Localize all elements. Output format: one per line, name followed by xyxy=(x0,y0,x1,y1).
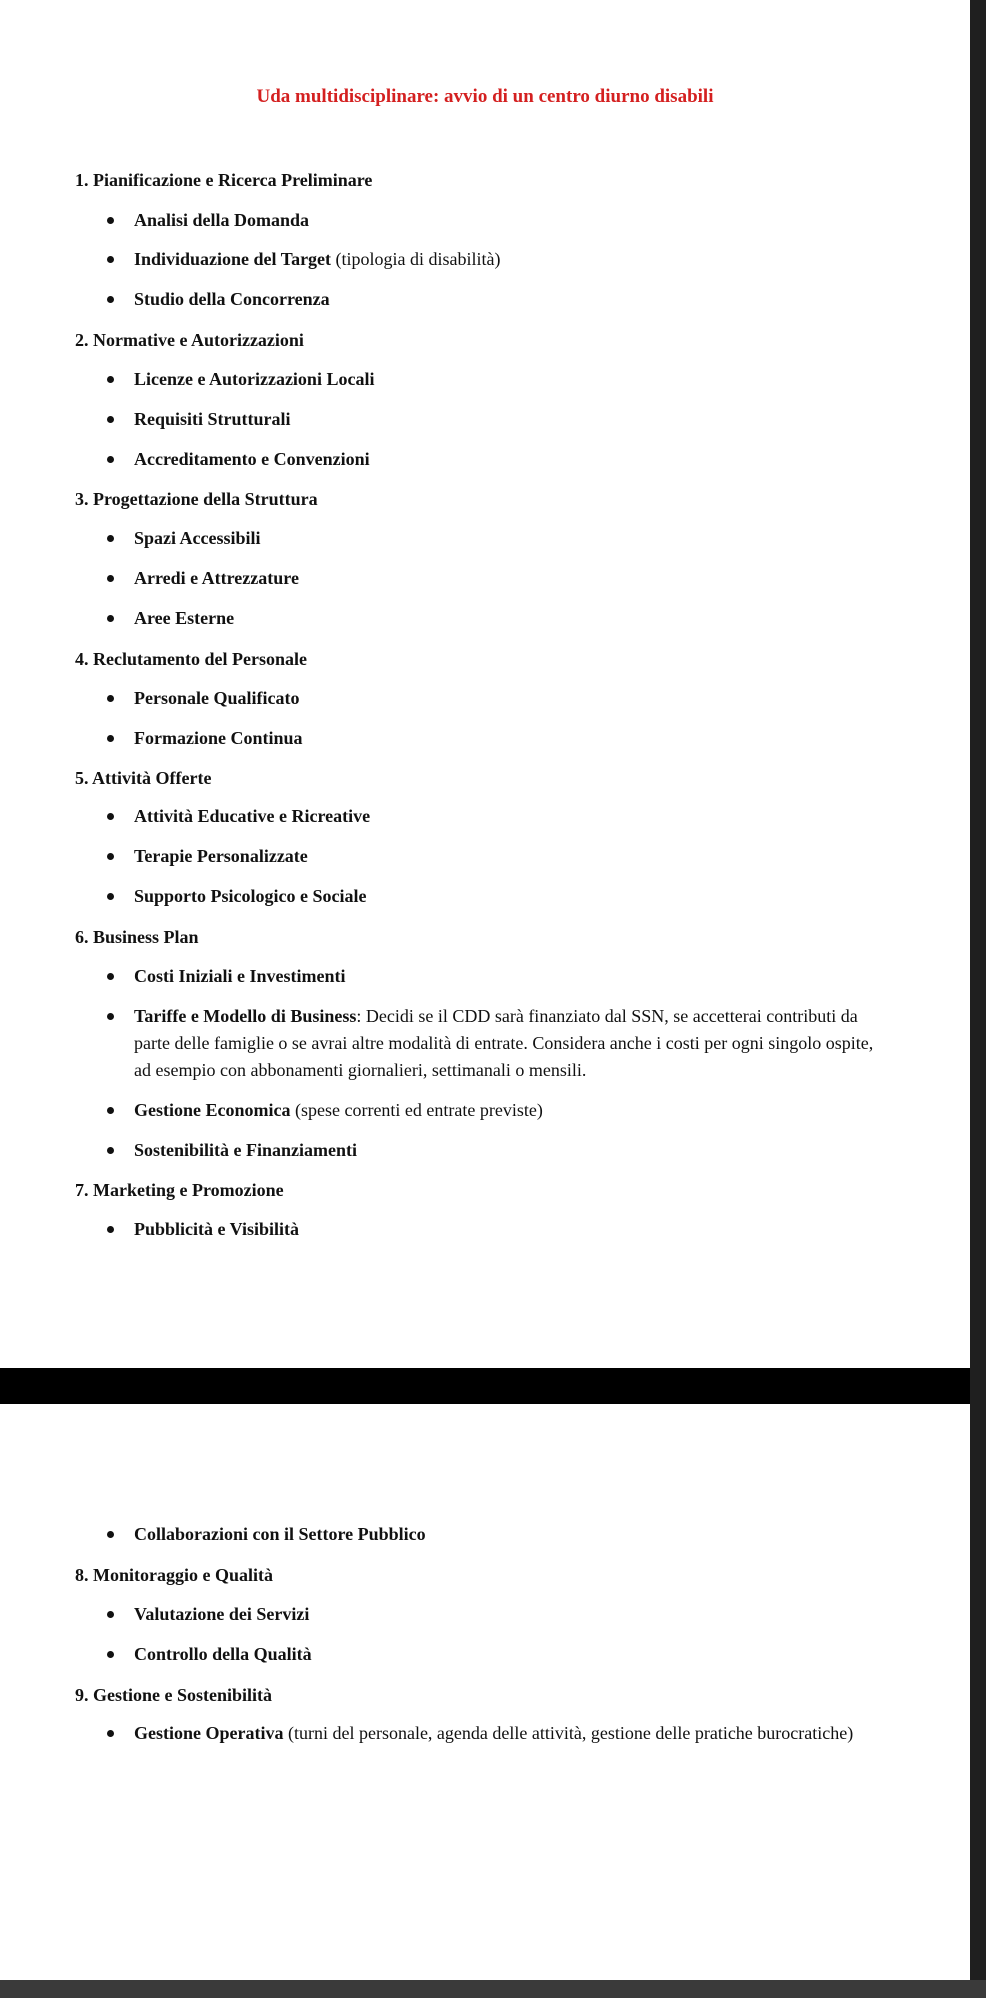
item-bold: Supporto Psicologico e Sociale xyxy=(134,886,367,906)
section-heading: 4. Reclutamento del Personale xyxy=(75,649,307,669)
right-gutter xyxy=(970,0,986,1998)
list-item xyxy=(134,565,894,592)
section-heading: 7. Marketing e Promozione xyxy=(75,1180,284,1200)
list-item xyxy=(134,1601,894,1628)
list-item xyxy=(134,843,894,870)
item-bold: Gestione Economica xyxy=(134,1100,291,1120)
item-bold: Tariffe e Modello di Business xyxy=(134,1006,357,1026)
item-text: (tipologia di disabilità) xyxy=(331,249,501,269)
list-item xyxy=(134,246,894,273)
list-item xyxy=(134,1216,894,1243)
list-item xyxy=(134,286,894,313)
page-break-bar xyxy=(0,1368,986,1404)
item-bold: Costi Iniziali e Investimenti xyxy=(134,966,346,986)
item-bold: Spazi Accessibili xyxy=(134,528,261,548)
item-bold: Accreditamento e Convenzioni xyxy=(134,449,370,469)
item-text: (turni del personale, agenda delle attività, gestione delle pratiche burocratiche) xyxy=(283,1723,854,1743)
section-heading: 9. Gestione e Sostenibilità xyxy=(75,1685,272,1705)
item-bold: Aree Esterne xyxy=(134,608,235,628)
item-bold: Analisi della Domanda xyxy=(134,210,310,230)
item-text: : Decidi se il CDD sarà finanziato dal SSN, se accetterai contributi da parte delle famiglie o se avrai altre modalità di entrate. Considera anche i costi per ogni singolo ospite, ad esempio con abbonamenti giornalieri, settimanali o mensili. xyxy=(134,1006,874,1080)
list-item xyxy=(134,1641,894,1668)
list-item xyxy=(134,725,894,752)
item-bold: Terapie Personalizzate xyxy=(134,846,308,866)
item-text: (spese correnti ed entrate previste) xyxy=(290,1100,543,1120)
item-bold: Attività Educative e Ricreative xyxy=(134,806,371,826)
list-item xyxy=(134,406,894,433)
list-item xyxy=(134,685,894,712)
list-item xyxy=(134,883,894,910)
list-item xyxy=(134,605,894,632)
list-item xyxy=(134,207,894,234)
list-item xyxy=(134,1137,894,1164)
item-bold: Individuazione del Target xyxy=(134,249,332,269)
section-heading: 3. Progettazione della Struttura xyxy=(75,489,318,509)
list-item xyxy=(134,366,894,393)
item-bold: Personale Qualificato xyxy=(134,688,300,708)
section-heading: 1. Pianificazione e Ricerca Preliminare xyxy=(75,170,373,190)
list-item xyxy=(134,1097,894,1124)
item-bold: Requisiti Strutturali xyxy=(134,409,291,429)
document-title: Uda multidisciplinare: avvio di un centro diurno disabili xyxy=(256,86,714,107)
list-item xyxy=(134,803,894,830)
item-bold: Sostenibilità e Finanziamenti xyxy=(134,1140,358,1160)
section-heading: 6. Business Plan xyxy=(75,927,199,947)
item-bold: Valutazione dei Servizi xyxy=(134,1604,310,1624)
item-bold: Pubblicità e Visibilità xyxy=(134,1219,300,1239)
item-bold: Licenze e Autorizzazioni Locali xyxy=(134,369,375,389)
list-item xyxy=(134,1003,894,1084)
list-item xyxy=(134,1521,894,1548)
list-item xyxy=(134,525,894,552)
item-bold: Collaborazioni con il Settore Pubblico xyxy=(134,1524,426,1544)
section-heading: 2. Normative e Autorizzazioni xyxy=(75,330,304,350)
list-item xyxy=(134,963,894,990)
section-heading: 5. Attività Offerte xyxy=(75,768,212,788)
list-item xyxy=(134,446,894,473)
list-item xyxy=(134,1720,894,1747)
item-bold: Controllo della Qualità xyxy=(134,1644,312,1664)
item-bold: Formazione Continua xyxy=(134,728,303,748)
bottom-bar xyxy=(0,1980,986,1998)
item-bold: Arredi e Attrezzature xyxy=(134,568,299,588)
section-heading: 8. Monitoraggio e Qualità xyxy=(75,1565,273,1585)
item-bold: Gestione Operativa xyxy=(134,1723,284,1743)
item-bold: Studio della Concorrenza xyxy=(134,289,330,309)
